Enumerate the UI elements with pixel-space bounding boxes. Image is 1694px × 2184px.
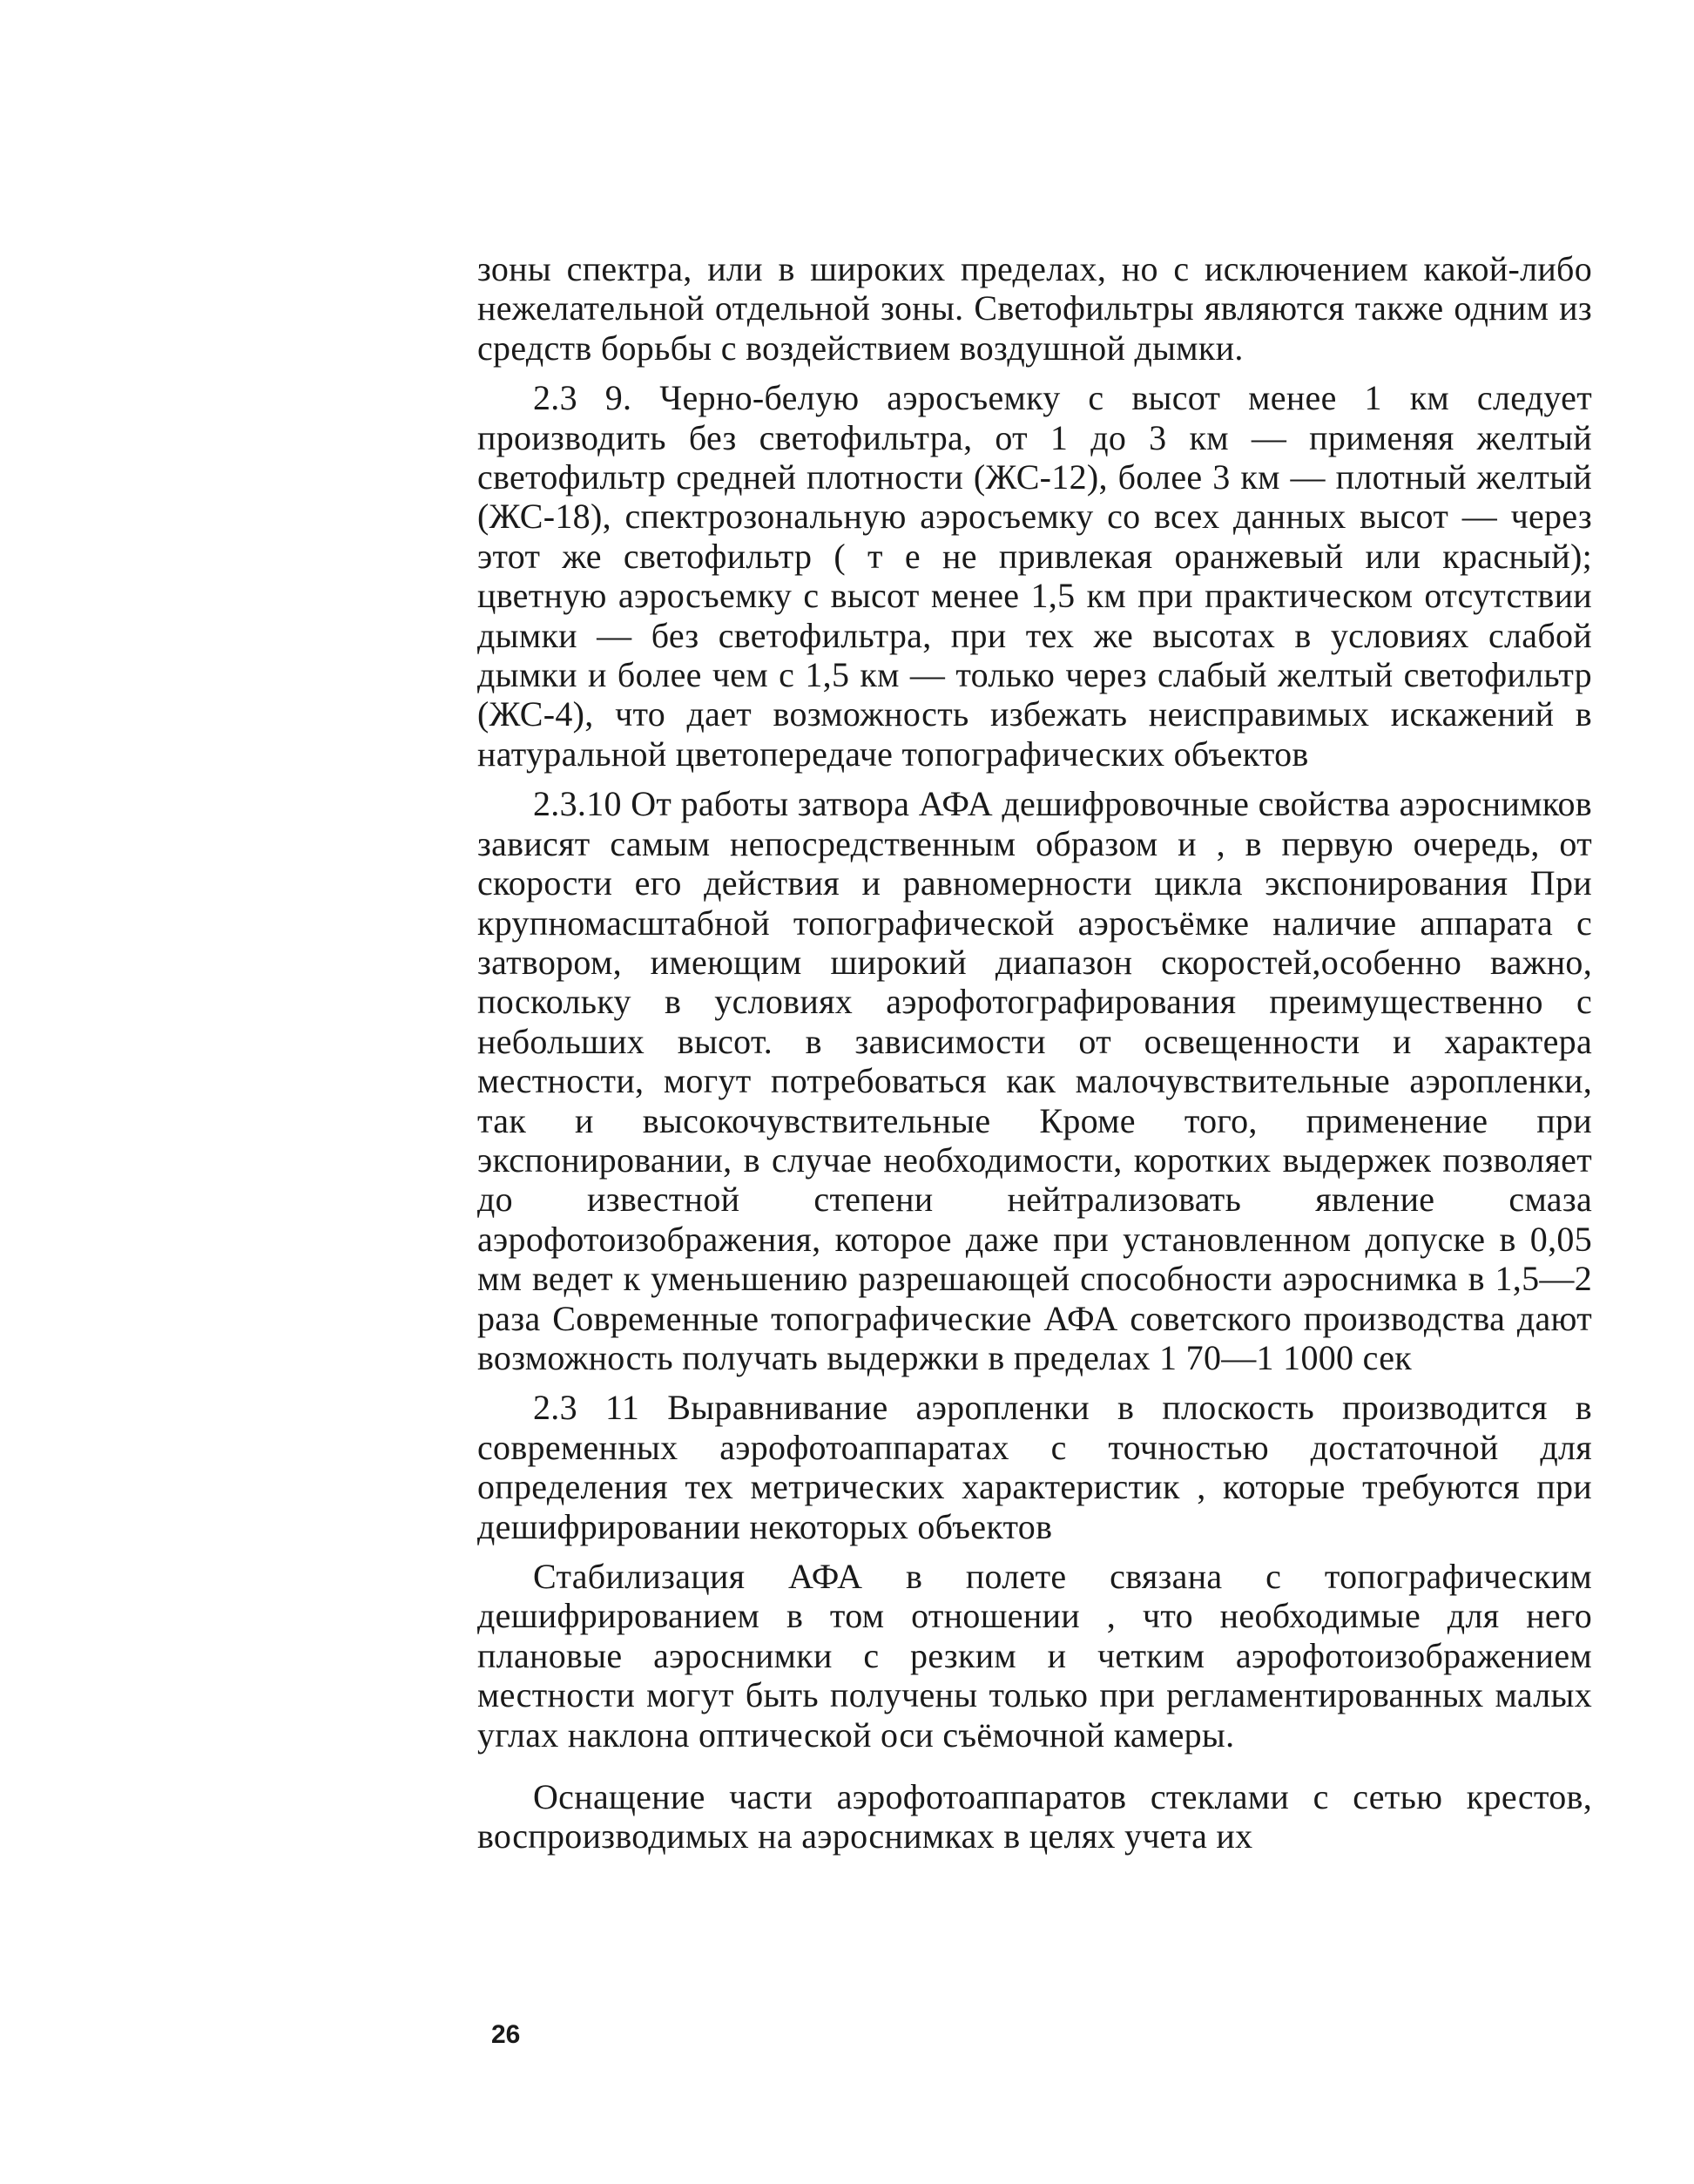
page-number: 26 [491, 2020, 521, 2049]
body-text [477, 249, 1592, 1856]
paragraph-2-3-10: 2.3.10 От работы затвора АФА дешифровочные свойства аэроснимков зависят самым непосредственным образом и , в первую очередь, от скорости его действия и равномерности цикла экспонирования При крупномасштабной топографической аэросъёмке наличие аппарата с затвором, имеющим широкий диапазон скоростей,особенно важно, поскольку в условиях аэрофотографирования преимущественно с небольших высот. в зависимости от освещенности и характера местности, могут потребоваться как малочувствительные аэропленки, так и высокочувствительные Кроме того, применение при экспонировании, в случае необходимости, коротких выдержек позволяет до известной степени нейтрализовать явление смаза аэрофотоизображения, которое даже при установленном допуске в 0,05 мм ведет к уменьшению разрешающей способности аэроснимка в 1,5—2 раза Современные топографические АФА советского производства дают возможность получать выдержки в пределах 1 70—1 1000 сек [477, 784, 1592, 1377]
paragraph-continuation: зоны спектра, или в широких пределах, но с исключением какой-либо нежелательной отдельной зоны. Светофильтры являются также одним из средств борьбы с воздействием воздушной дымки. [477, 249, 1592, 368]
paragraph-stabilization: Стабилизация АФА в полете связана с топографическим дешифрированием в том отношении , что необходимые для него плановые аэроснимки с резким и четким аэрофотоизображением местности могут быть получены только при регламентированных малых углах наклона оптической оси съёмочной камеры. [477, 1557, 1592, 1755]
paragraph-2-3-9: 2.3 9. Черно-белую аэросъемку с высот менее 1 км следует производить без светофильтра, от 1 до 3 км — применяя желтый светофильтр средней плотности (ЖС-12), более 3 км — плотный желтый (ЖС-18), спектрозональную аэросъемку со всех данных высот — через этот же светофильтр ( т е не привлекая оранжевый или красный); цветную аэросъемку с высот менее 1,5 км при практическом отсутствии дымки — без светофильтра, при тех же высотах в условиях слабой дымки и более чем с 1,5 км — только через слабый желтый светофильтр (ЖС-4), что дает возможность избежать неисправимых искажений в натуральной цветопередаче топографических объектов [477, 378, 1592, 774]
paragraph-equipment: Оснащение части аэрофотоаппаратов стеклами с сетью крестов, воспроизводимых на аэроснимках в целях учета их [477, 1777, 1592, 1856]
paragraph-2-3-11: 2.3 11 Выравнивание аэропленки в плоскость производится в современных аэрофотоаппаратах с точностью достаточной для определения тех метрических характеристик , которые требуются при дешифрировании некоторых объектов [477, 1388, 1592, 1546]
